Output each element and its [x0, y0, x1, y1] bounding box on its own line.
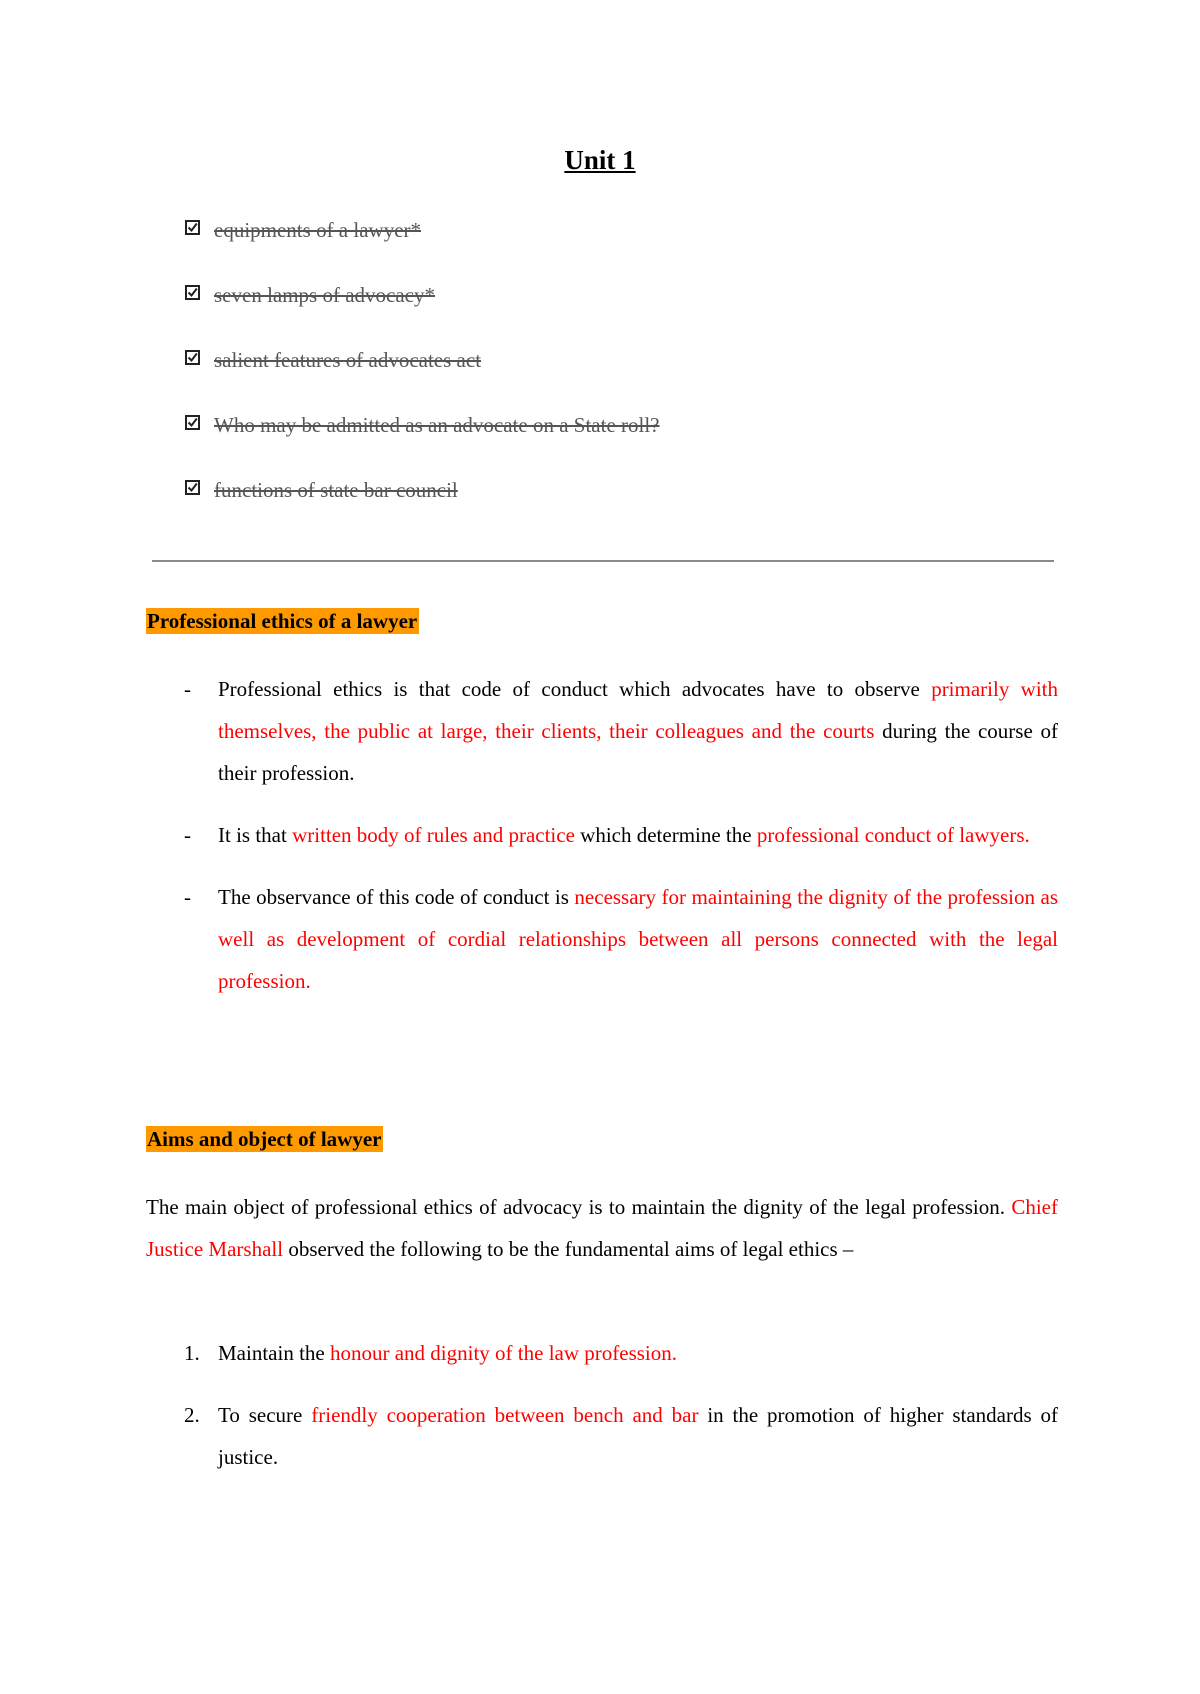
checklist-item — [185, 478, 660, 543]
bullet-emphasis: written body of rules and practice — [292, 823, 575, 847]
checklist — [185, 218, 660, 543]
bullet-text: Professional ethics is that code of conduct which advocates have to observe — [218, 677, 932, 701]
checklist-item-text: Who may be admitted as an advocate on a State roll? — [214, 413, 660, 437]
paragraph-emphasis: Chief Justice Marshall — [146, 1195, 1058, 1261]
bullet-text: during the course of their profession. — [218, 719, 1058, 785]
paragraph-text: observed the following to be the fundamental aims of legal ethics – — [283, 1237, 854, 1261]
checklist-item-text: seven lamps of advocacy* — [214, 283, 436, 307]
checklist-item-text: equipments of a lawyer* — [214, 218, 422, 242]
list-item — [146, 1332, 1058, 1374]
ethics-bullet-list — [146, 668, 1058, 1022]
bullet-text: which determine the — [574, 823, 757, 847]
section-heading-professional-ethics: Professional ethics of a lawyer — [147, 609, 418, 633]
checklist-item — [185, 283, 660, 348]
dash-bullet-icon: - — [184, 677, 191, 701]
checklist-item-text: salient features of advocates act — [214, 348, 482, 372]
bullet-text: The observance of this code of conduct is — [218, 885, 575, 909]
list-item — [146, 668, 1058, 794]
aims-paragraph — [146, 1186, 1058, 1270]
aims-numbered-list — [146, 1332, 1058, 1498]
section-heading-aims-object: Aims and object of lawyer — [147, 1127, 382, 1151]
dash-bullet-icon: - — [184, 885, 191, 909]
list-number: 2. — [184, 1403, 200, 1427]
checklist-item-text: functions of state bar council — [214, 478, 458, 502]
checklist-item — [185, 413, 660, 478]
item-text: To secure — [218, 1403, 312, 1427]
item-text: in the promotion of higher standards of justice. — [218, 1403, 1058, 1469]
horizontal-divider — [152, 560, 1054, 562]
checked-checkbox-icon[interactable] — [185, 480, 200, 495]
item-emphasis: honour and dignity of the law profession. — [329, 1341, 678, 1365]
list-item — [146, 876, 1058, 1002]
checklist-item — [185, 348, 660, 413]
bullet-emphasis: necessary for maintaining the dignity of the profession as well as development of cordial relationships between all persons connected with the legal profession. — [218, 885, 1058, 993]
checked-checkbox-icon[interactable] — [185, 220, 200, 235]
checked-checkbox-icon[interactable] — [185, 415, 200, 430]
bullet-emphasis: primarily with themselves, the public at large, their clients, their colleagues and the courts — [218, 677, 1058, 743]
bullet-emphasis: professional conduct of lawyers. — [756, 823, 1030, 847]
item-emphasis: friendly cooperation between bench and bar — [311, 1403, 699, 1427]
paragraph-text: The main object of professional ethics of advocacy is to maintain the dignity of the legal profession. — [146, 1195, 1012, 1219]
item-text: Maintain the — [218, 1341, 330, 1365]
checklist-item — [185, 218, 660, 283]
dash-bullet-icon: - — [184, 823, 191, 847]
list-item — [146, 1394, 1058, 1478]
page-title: Unit 1 — [564, 145, 636, 175]
list-item — [146, 814, 1058, 856]
bullet-text: It is that — [218, 823, 293, 847]
checked-checkbox-icon[interactable] — [185, 285, 200, 300]
list-number: 1. — [184, 1341, 200, 1365]
checked-checkbox-icon[interactable] — [185, 350, 200, 365]
